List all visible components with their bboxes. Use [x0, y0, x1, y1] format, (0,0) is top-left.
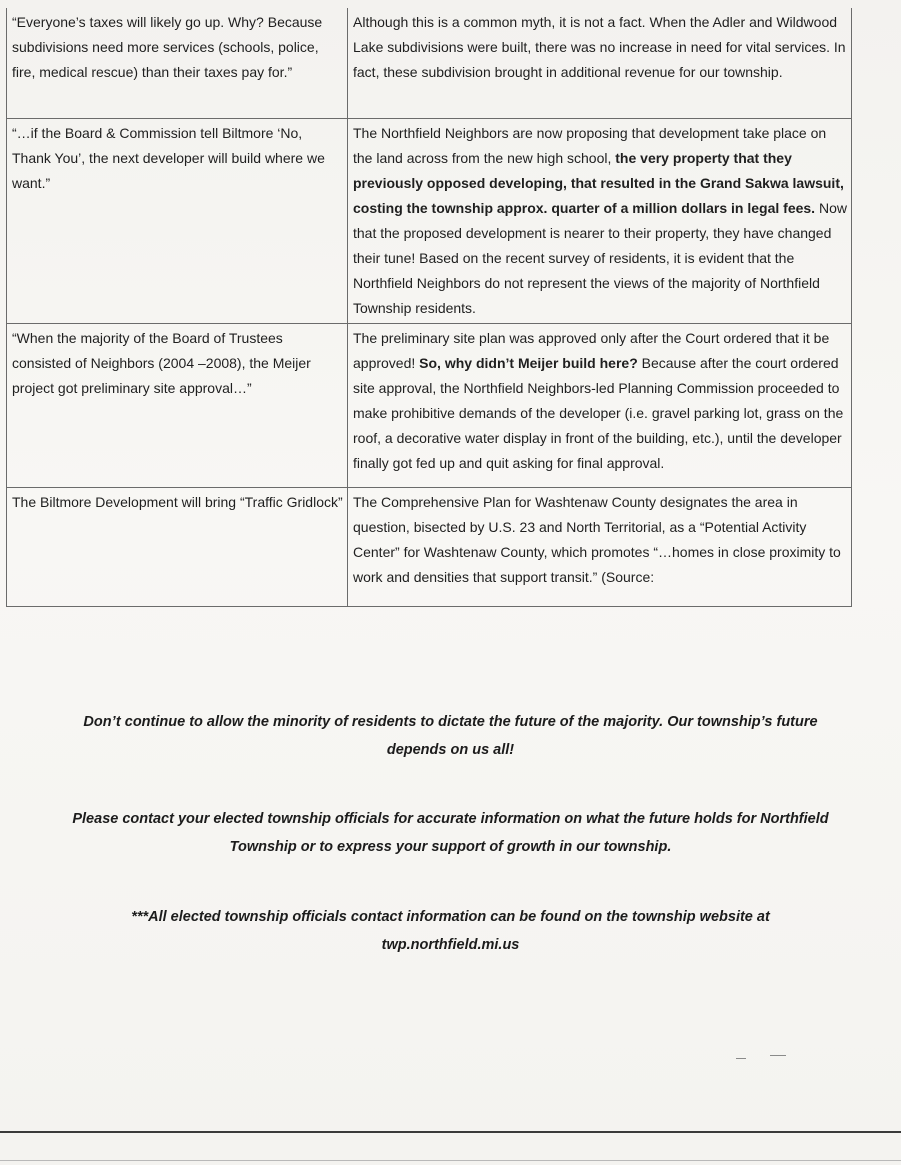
fact-text-emphasis: So, why didn’t Meijer build here?: [419, 355, 638, 371]
table-row: [7, 324, 852, 488]
fact-cell: [348, 8, 852, 119]
website-link-text: twp.northfield.mi.us: [381, 937, 520, 953]
table-row: [7, 119, 852, 324]
fact-cell: [348, 488, 852, 607]
table-row: [7, 488, 852, 607]
footer-rule: [0, 1131, 901, 1133]
fact-text: The Comprehensive Plan for Washtenaw County designates the area in question, bisected by U.S. 23 and North Territorial, as a “Potential Activity Center” for Washtenaw County, which promotes “…homes in close proximity to work and densities that support transit.” (Source:: [353, 494, 841, 585]
claim-cell: “Everyone’s taxes will likely go up. Why? Because subdivisions need more services (schools, police, fire, medical rescue) than their taxes pay for.”: [7, 8, 348, 119]
claims-vs-facts-table: [6, 8, 852, 607]
closing-statement: [0, 708, 901, 764]
website-note-text: ***All elected township officials contact information can be found on the township website at: [131, 909, 770, 925]
fact-cell: [348, 324, 852, 488]
claim-cell: “When the majority of the Board of Trustees consisted of Neighbors (2004 –2008), the Meijer project got preliminary site approval…”: [7, 324, 348, 488]
claim-cell: The Biltmore Development will bring “Traffic Gridlock”: [7, 488, 348, 607]
website-note: [0, 903, 901, 959]
contact-officials-text: Please contact your elected township officials for accurate information on what the future holds for Northfield Township or to express your support of growth in our township.: [72, 811, 829, 855]
fact-cell: [348, 119, 852, 324]
fact-text: The Northfield Neighbors are now proposing that development take place on the land across from the new high school,: [353, 125, 827, 166]
contact-officials-statement: [0, 805, 901, 861]
fact-text: Now that the proposed development is nearer to their property, they have changed their tune! Based on the recent survey of residents, it is evident that the Northfield Neighbors do not represent the views of the majority of Northfield Township residents.: [353, 200, 847, 316]
scan-speck: [736, 1058, 746, 1059]
scan-speck: [770, 1055, 786, 1056]
closing-statement-text: Don’t continue to allow the minority of residents to dictate the future of the majority. Our township’s future depends on us all!: [83, 714, 818, 758]
fact-text: Because after the court ordered site approval, the Northfield Neighbors-led Planning Commission proceeded to make prohibitive demands of the developer (i.e. gravel parking lot, grass on the roof, a decorative water display in front of the building, etc.), until the developer finally got fed up and quit asking for final approval.: [353, 355, 844, 471]
fact-text: Although this is a common myth, it is not a fact. When the Adler and Wildwood Lake subdivisions were built, there was no increase in need for vital services. In fact, these subdivision brought in additional revenue for our township.: [353, 14, 846, 80]
fact-text: The preliminary site plan was approved only after the Court ordered that it be approved!: [353, 330, 830, 371]
footer-rule-faint: [0, 1160, 901, 1161]
claim-cell: “…if the Board & Commission tell Biltmore ‘No, Thank You’, the next developer will build where we want.”: [7, 119, 348, 324]
fact-text-emphasis: the very property that they previously opposed developing, that resulted in the Grand Sakwa lawsuit, costing the township approx. quarter of a million dollars in legal fees.: [353, 150, 844, 216]
table-row: [7, 8, 852, 119]
